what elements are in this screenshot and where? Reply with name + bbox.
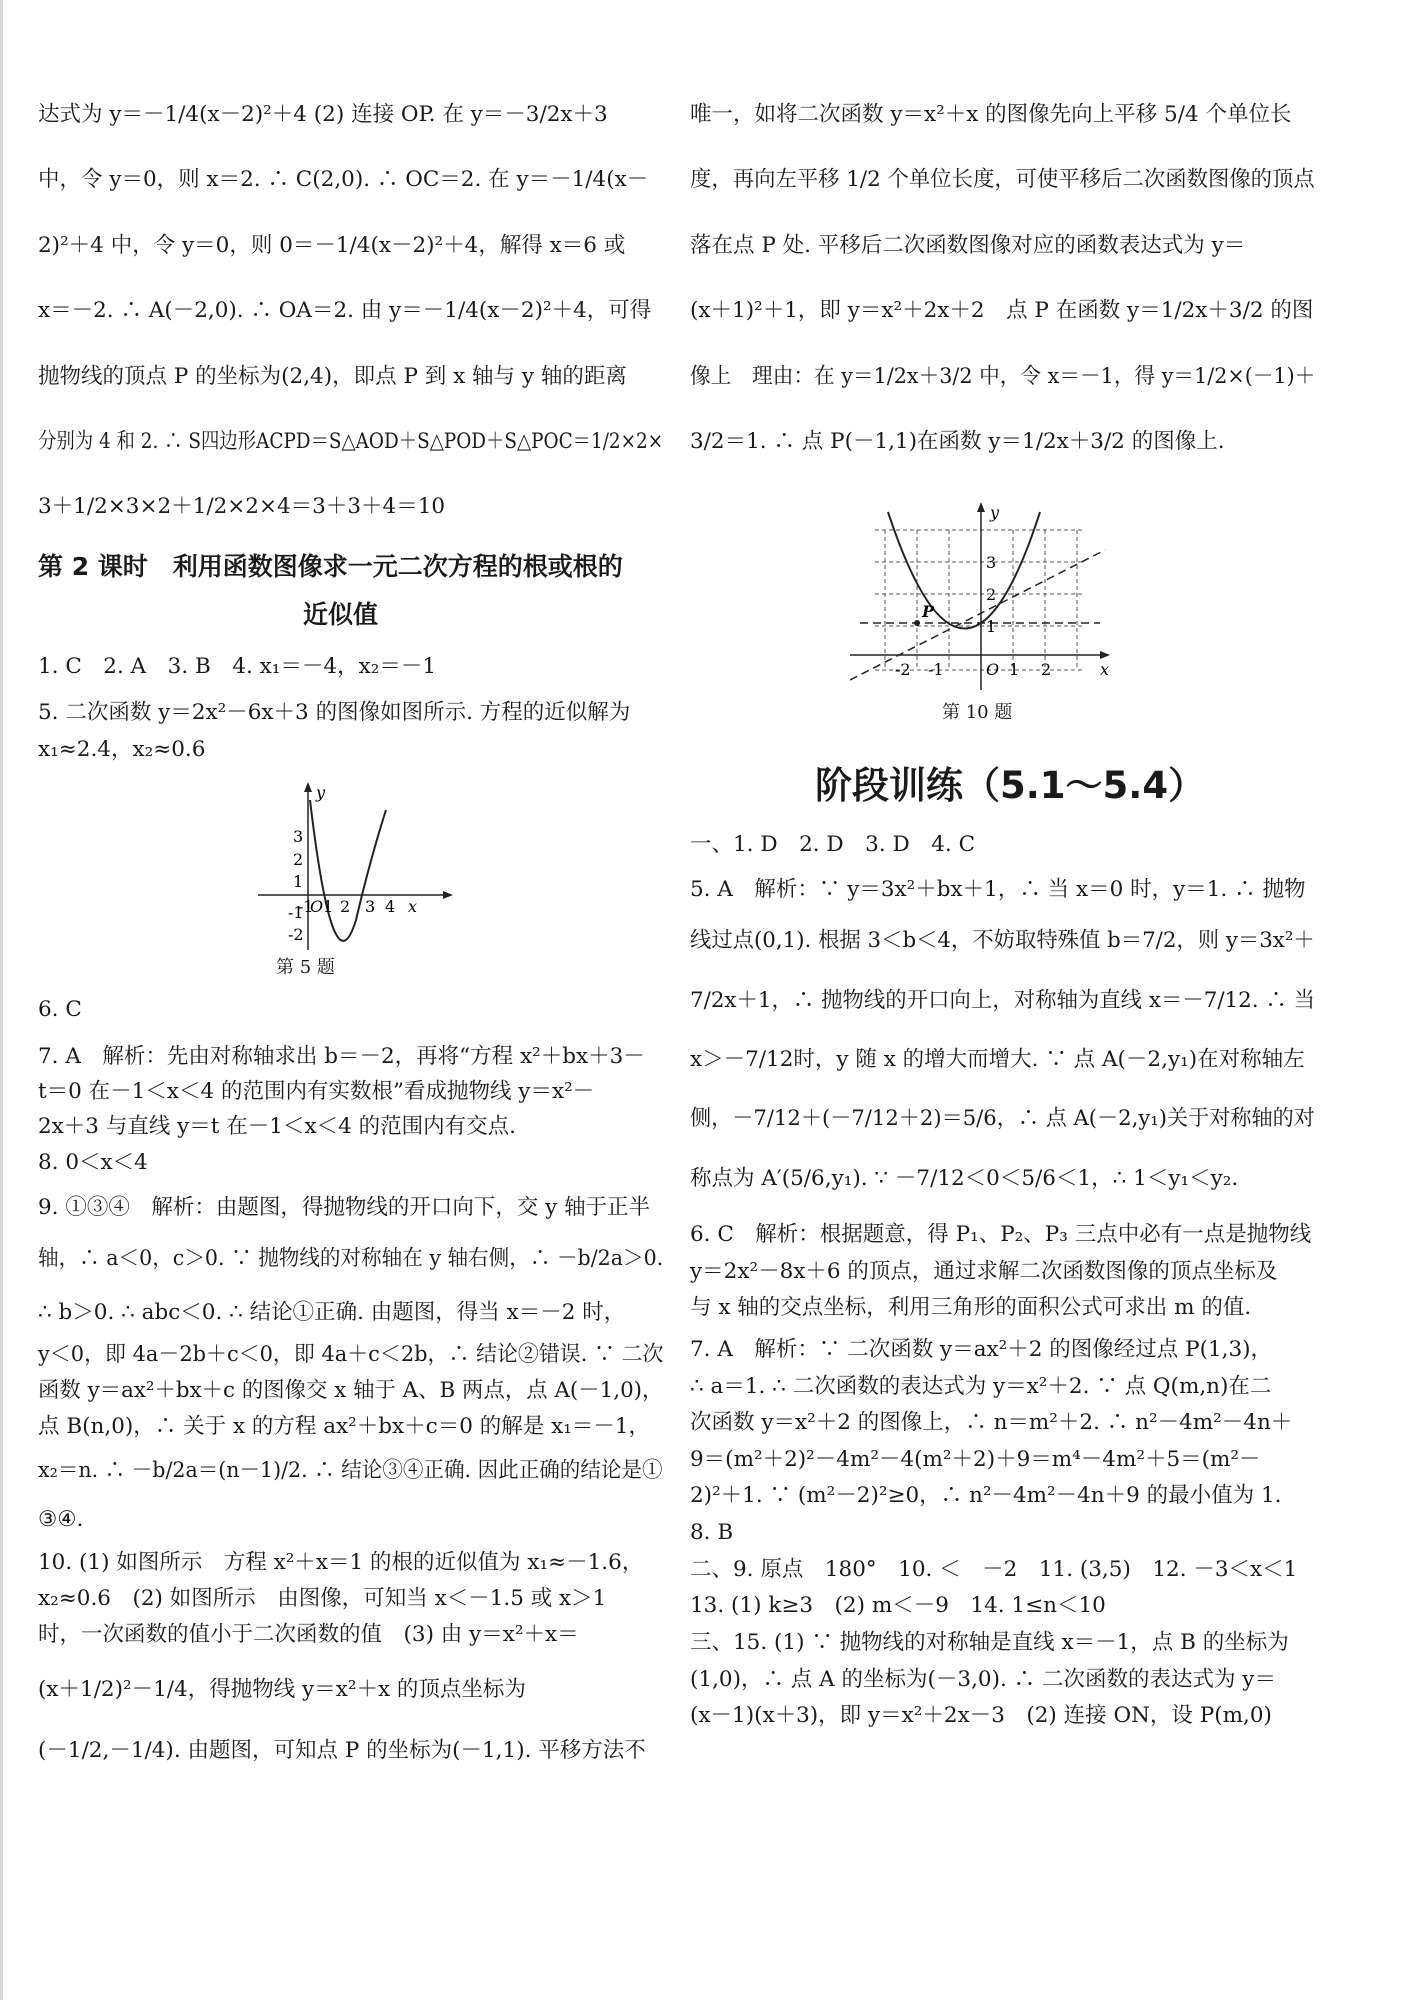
text-line: 2)²＋1. ∵ (m²－2)²≥0，∴ n²－4m²－4n＋9 的最小值为 1.	[690, 1483, 1282, 1508]
y-axis-label: y	[316, 783, 326, 802]
text-line: 轴，∴ a＜0，c＞0. ∵ 抛物线的对称轴在 y 轴右侧，∴ －b/2a＞0.	[38, 1246, 664, 1271]
y-tick-label: 2	[986, 585, 997, 604]
text-line: (x＋1)²＋1，即 y＝x²＋2x＋2 点 P 在函数 y＝1/2x＋3/2 的图	[690, 298, 1314, 323]
text-line: (x＋1/2)²－1/4，得抛物线 y＝x²＋x 的顶点坐标为	[38, 1677, 526, 1702]
text-line: 9＝(m²＋2)²－4m²－4(m²＋2)＋9＝m⁴－4m²＋5＝(m²－	[690, 1447, 1261, 1472]
x-tick-label: -2	[895, 660, 911, 679]
y-axis-label: y	[990, 503, 1000, 522]
text-line: 7. A 解析：先由对称轴求出 b＝－2，再将“方程 x²＋bx＋3－	[38, 1044, 645, 1069]
text-line: 次函数 y＝x²＋2 的图像上，∴ n＝m²＋2. ∴ n²－4m²－4n＋	[690, 1410, 1293, 1435]
y-tick-label: 1	[293, 872, 304, 891]
text-line: 中，令 y＝0，则 x＝2. ∴ C(2,0). ∴ OC＝2. 在 y＝－1/4(x－	[38, 167, 649, 192]
point-p	[914, 620, 920, 626]
x-tick-label: 1	[1009, 660, 1020, 679]
y-tick-label: 1	[986, 617, 997, 636]
text-line: 达式为 y＝－1/4(x－2)²＋4 (2) 连接 OP. 在 y＝－3/2x＋3	[38, 102, 608, 127]
text-line: x＞－7/12时，y 随 x 的增大而增大. ∵ 点 A(－2,y₁)在对称轴左	[690, 1047, 1305, 1072]
text-line: 2)²＋4 中，令 y＝0，则 0＝－1/4(x－2)²＋4，解得 x＝6 或	[38, 233, 626, 258]
text-line: 8. 0＜x＜4	[38, 1150, 148, 1175]
text-line: 5. 二次函数 y＝2x²－6x＋3 的图像如图所示. 方程的近似解为	[38, 700, 631, 725]
text-line: 时，一次函数的值小于二次函数的值 (3) 由 y＝x²＋x＝	[38, 1622, 579, 1647]
x-tick-label: 2	[340, 897, 351, 916]
x-tick-label: 4	[385, 897, 396, 916]
y-tick-label: -1	[288, 903, 304, 922]
point-label: P	[922, 602, 935, 621]
text-line: 侧，－7/12＋(－7/12＋2)＝5/6，∴ 点 A(－2,y₁)关于对称轴的对	[690, 1106, 1315, 1131]
x-axis-arrow	[443, 891, 453, 899]
text-line: 1. C 2. A 3. B 4. x₁＝－4，x₂＝－1	[38, 654, 437, 679]
text-line: 5. A 解析：∵ y＝3x²＋bx＋1，∴ 当 x＝0 时，y＝1. ∴ 抛物	[690, 877, 1306, 902]
text-line: 3＋1/2×3×2＋1/2×2×4＝3＋3＋4＝10	[38, 494, 446, 519]
linear-function-line	[850, 550, 1105, 680]
text-line: 三、15. (1) ∵ 抛物线的对称轴是直线 x＝－1，点 B 的坐标为	[690, 1630, 1289, 1655]
grid	[875, 530, 1085, 670]
text-line: 函数 y＝ax²＋bx＋c 的图像交 x 轴于 A、B 两点，点 A(－1,0)，	[38, 1378, 664, 1403]
text-line: 13. (1) k≥3 (2) m＜－9 14. 1≤n＜10	[690, 1593, 1106, 1618]
figure-10-graph	[850, 500, 1120, 700]
origin-label: O	[986, 660, 1000, 679]
text-line: x＝－2. ∴ A(－2,0). ∴ OA＝2. 由 y＝－1/4(x－2)²＋4，可得	[38, 298, 652, 323]
y-axis-arrow	[304, 782, 312, 792]
x-axis-label: x	[408, 897, 418, 916]
text-line: 点 B(n,0)，∴ 关于 x 的方程 ax²＋bx＋c＝0 的解是 x₁＝－1，	[38, 1414, 650, 1439]
text-line: 落在点 P 处. 平移后二次函数图像对应的函数表达式为 y＝	[690, 233, 1246, 258]
figure-5-caption: 第 5 题	[276, 957, 335, 978]
y-axis-arrow	[977, 502, 985, 512]
figure-10-caption: 第 10 题	[942, 702, 1013, 723]
text-line: x₂＝n. ∴ －b/2a＝(n－1)/2. ∴ 结论③④正确. 因此正确的结论是①	[38, 1458, 663, 1483]
text-line: x₂≈0.6 (2) 如图所示 由图像，可知当 x＜－1.5 或 x＞1	[38, 1586, 607, 1611]
text-line: x₁≈2.4，x₂≈0.6	[38, 737, 206, 762]
section-title: 第 2 课时 利用函数图像求一元二次方程的根或根的	[38, 552, 623, 581]
parabola-curve	[310, 800, 386, 941]
text-line: 7/2x＋1，∴ 抛物线的开口向上，对称轴为直线 x＝－7/12. ∴ 当	[690, 988, 1315, 1013]
x-tick-label: 2	[1041, 660, 1052, 679]
text-line: 9. ①③④ 解析：由题图，得抛物线的开口向下，交 y 轴于正半	[38, 1195, 651, 1220]
text-line: ∴ a＝1. ∴ 二次函数的表达式为 y＝x²＋2. ∵ 点 Q(m,n)在二	[690, 1374, 1272, 1399]
y-tick-label: 3	[986, 553, 997, 572]
parabola-curve	[888, 512, 1040, 629]
text-line: 一、1. D 2. D 3. D 4. C	[690, 832, 976, 857]
text-line: 8. B	[690, 1520, 734, 1545]
text-line: 2x＋3 与直线 y＝t 在－1＜x＜4 的范围内有交点.	[38, 1114, 516, 1139]
text-line: t＝0 在－1＜x＜4 的范围内有实数根”看成抛物线 y＝x²－	[38, 1079, 595, 1104]
text-line: ③④.	[38, 1507, 84, 1532]
text-line: (x－1)(x＋3)，即 y＝x²＋2x－3 (2) 连接 ON，设 P(m,0)	[690, 1703, 1272, 1728]
y-tick-label: 3	[293, 827, 304, 846]
text-line: 称点为 A′(5/6,y₁). ∵ －7/12＜0＜5/6＜1，∴ 1＜y₁＜y₂.	[690, 1166, 1239, 1191]
text-line: y＜0，即 4a－2b＋c＜0，即 4a＋c＜2b，∴ 结论②错误. ∵ 二次	[38, 1342, 664, 1367]
text-line: 7. A 解析：∵ 二次函数 y＝ax²＋2 的图像经过点 P(1,3)，	[690, 1337, 1273, 1362]
x-tick-label: -1	[928, 660, 944, 679]
x-axis-label: x	[1100, 660, 1110, 679]
x-tick-label: 3	[365, 897, 376, 916]
x-tick-label: 1	[323, 897, 334, 916]
text-line: 6. C	[38, 997, 82, 1022]
x-axis-arrow	[1100, 651, 1110, 659]
stage-training-title: 阶段训练（5.1～5.4）	[815, 764, 1206, 807]
text-line: (－1/2,－1/4). 由题图，可知点 P 的坐标为(－1,1). 平移方法不	[38, 1738, 646, 1763]
text-line: 抛物线的顶点 P 的坐标为(2,4)，即点 P 到 x 轴与 y 轴的距离	[38, 364, 627, 389]
y-tick-label: 2	[293, 850, 304, 869]
text-line: y＝2x²－8x＋6 的顶点，通过求解二次函数图像的顶点坐标及	[690, 1259, 1278, 1284]
page-edge	[0, 0, 3, 2000]
text-line: 与 x 轴的交点坐标，利用三角形的面积公式可求出 m 的值.	[690, 1295, 1252, 1320]
section-title-cont: 近似值	[303, 600, 379, 629]
text-line: 分别为 4 和 2. ∴ S四边形ACPD＝S△AOD＋S△POD＋S△POC＝1/2×2×	[38, 429, 664, 454]
text-line: 像上 理由：在 y＝1/2x＋3/2 中，令 x＝－1，得 y＝1/2×(－1)＋	[690, 364, 1316, 389]
text-line: 6. C 解析：根据题意，得 P₁、P₂、P₃ 三点中必有一点是抛物线	[690, 1222, 1312, 1247]
text-line: 二、9. 原点 180° 10. ＜ －2 11. (3,5) 12. －3＜x＜1	[690, 1557, 1298, 1582]
x-tick-label: -1	[298, 897, 314, 916]
text-line: 唯一，如将二次函数 y＝x²＋x 的图像先向上平移 5/4 个单位长	[690, 102, 1292, 127]
text-line: ∴ b＞0. ∴ abc＜0. ∴ 结论①正确. 由题图，得当 x＝－2 时，	[38, 1300, 626, 1325]
y-tick-label: -2	[288, 925, 304, 944]
text-line: 10. (1) 如图所示 方程 x²＋x＝1 的根的近似值为 x₁≈－1.6，	[38, 1550, 644, 1575]
text-line: (1,0)，∴ 点 A 的坐标为(－3,0). ∴ 二次函数的表达式为 y＝	[690, 1667, 1276, 1692]
text-line: 线过点(0,1). 根据 3＜b＜4，不妨取特殊值 b＝7/2，则 y＝3x²＋	[690, 928, 1315, 953]
origin-label: O	[310, 897, 324, 916]
text-line: 度，再向左平移 1/2 个单位长度，可使平移后二次函数图像的顶点	[690, 167, 1315, 192]
figure-5-graph	[258, 780, 458, 950]
text-line: 3/2＝1. ∴ 点 P(－1,1)在函数 y＝1/2x＋3/2 的图像上.	[690, 429, 1225, 454]
